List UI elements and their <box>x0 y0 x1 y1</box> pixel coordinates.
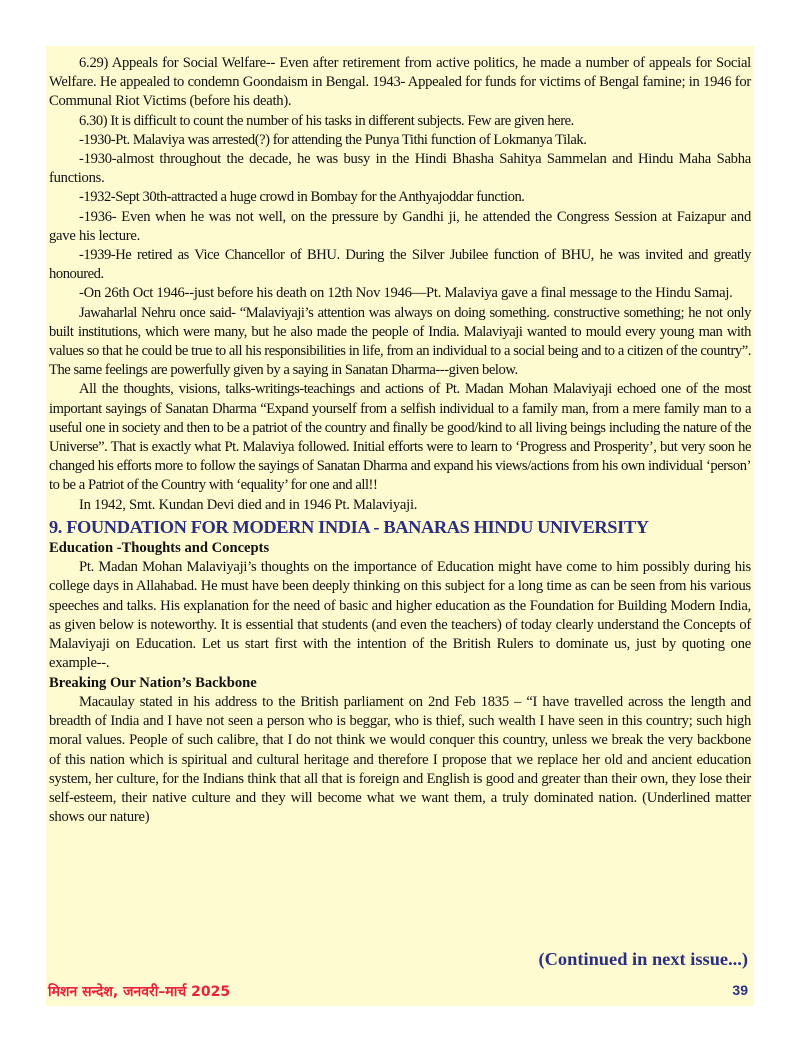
paragraph-sanatan-dharma: All the thoughts, visions, talks-writings-teachings and actions of Pt. Madan Mohan Malaviyaji echoed one of the most important sayings of Sanatan Dharma “Expand yourself from a selfish individual to a family man, from a mere family man to a useful one in society and then to be a patriot of the country and finally be good/kind to all living beings including the nature of the Universe”. That is exactly what Pt. Malaviya followed. Initial efforts were to learn to ‘Progress and Prosperity’, but very soon he changed his efforts more to follow the sayings of Sanatan Dharma and expand his views/actions from his own individual ‘person’ to be a Patriot of the Country with ‘equality’ for one and all!! <box>49 381 751 494</box>
paragraph-1939-retired: -1939-He retired as Vice Chancellor of BHU. During the Silver Jubilee function of BHU, he was invited and greatly honoured. <box>49 247 751 283</box>
footer-publication: मिशन सन्देश, जनवरी–मार्च 2025 <box>48 984 231 1000</box>
paragraph-macaulay: Macaulay stated in his address to the British parliament on 2nd Feb 1835 – “I have travelled across the length and breadth of India and I have not seen a person who is beggar, who is thief, such wealth I have seen in this country; such high moral values. People of such calibre, that I do not think we would conquer this country, unless we break the very backbone of this nation which is spiritual and cultural heritage and therefore I propose that we replace her old and ancient education system, her culture, for the Indians think that all that is foreign and English is good and greater than their own, they lose their self-esteem, their native culture and they will become what we want them, a truly dominated nation. (Underlined matter shows our nature) <box>49 693 751 826</box>
page-area <box>46 46 754 1006</box>
continued-note: (Continued in next issue...) <box>538 949 748 969</box>
paragraph-tasks-intro: 6.30) It is difficult to count the number of his tasks in different subjects. Few are given here. <box>79 112 574 129</box>
paragraph-1936-congress: -1936- Even when he was not well, on the pressure by Gandhi ji, he attended the Congress Session at Faizapur and gave his lecture. <box>49 208 751 244</box>
paragraph-1932-bombay: -1932-Sept 30th-attracted a huge crowd in Bombay for the Anthyajoddar function. <box>79 189 525 206</box>
paragraph-nehru-quote: Jawaharlal Nehru once said- “Malaviyaji’s attention was always on doing something. constructive something; he not only built institutions, which were many, but he also made the people of India. Malaviyaji wanted to mould every young man with values so that he could be true to all his responsibilities in life, from an individual to a social being and to a citizen of the country”. The same feelings are powerfully given by a saying in Sanatan Dharma---given below. <box>49 304 751 379</box>
subheading-backbone: Breaking Our Nation’s Backbone <box>49 674 257 691</box>
paragraph-1930-decade: -1930-almost throughout the decade, he was busy in the Hindi Bhasha Sahitya Sammelan and Hindu Maha Sabha functions. <box>49 151 751 187</box>
paragraph-kundan-devi: In 1942, Smt. Kundan Devi died and in 1946 Pt. Malaviyaji. <box>79 496 418 513</box>
paragraph-social-welfare: 6.29) Appeals for Social Welfare-- Even after retirement from active politics, he made a number of appeals for Social Welfare. He appealed to condemn Goondaism in Bengal. 1943- Appealed for funds for victims of Bengal famine; in 1946 for Communal Riot Victims (before his death). <box>49 55 751 110</box>
subheading-education: Education -Thoughts and Concepts <box>49 539 270 556</box>
article-body <box>49 54 751 827</box>
section-heading: 9. FOUNDATION FOR MODERN INDIA - BANARAS HINDU UNIVERSITY <box>49 516 649 537</box>
page-footer <box>46 978 754 1006</box>
paragraph-1946-message: -On 26th Oct 1946--just before his death on 12th Nov 1946—Pt. Malaviya gave a final message to the Hindu Samaj. <box>79 285 733 302</box>
page-number: 39 <box>732 982 748 998</box>
paragraph-1930-arrest: -1930-Pt. Malaviya was arrested(?) for attending the Punya Tithi function of Lokmanya Tilak. <box>79 131 587 148</box>
paragraph-education: Pt. Madan Mohan Malaviyaji’s thoughts on the importance of Education might have come to him possibly during his college days in Allahabad. He must have been deeply thinking on this subject for a long time as can be seen from his various speeches and talks. His explanation for the need of basic and higher education as the Foundation for Building Modern India, as given below is noteworthy. It is essential that students (and even the teachers) of today clearly understand the Concepts of Malaviyaji on Education. Let us start first with the intention of the British Rulers to dominate us, just by quoting one example--. <box>49 559 751 672</box>
